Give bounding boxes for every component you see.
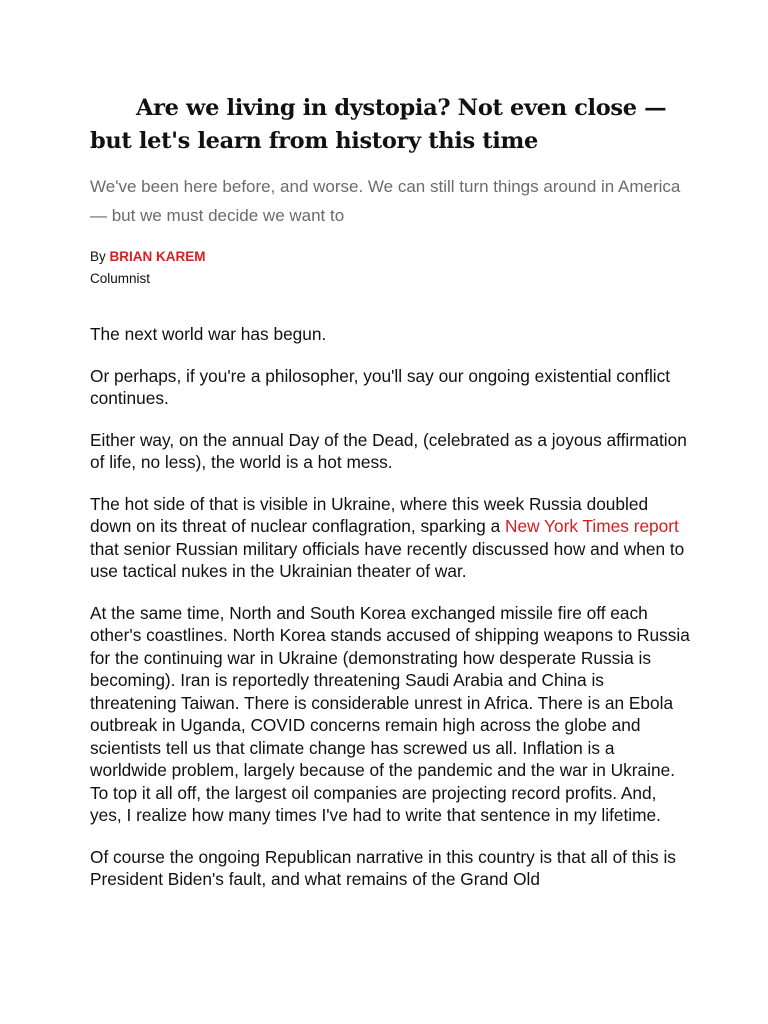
paragraph-5: At the same time, North and South Korea exchanged missile fire off each other's coastlines. North Korea stands accused of shipping weapons to Russia for the continuing war in Ukraine (demonstrating how desperate Russia is becoming). Iran is reportedly threatening Saudi Arabia and China is threatening Taiwan. There is considerable unrest in Africa. There is an Ebola outbreak in Uganda, COVID concerns remain high across the globe and scientists tell us that climate change has screwed us all. Inflation is a worldwide problem, largely because of the pandemic and the war in Ukraine. To top it all off, the largest oil companies are projecting record profits. And, yes, I realize how many times I've had to write that sentence in my lifetime. — [90, 602, 690, 825]
article — [90, 92, 690, 910]
paragraph-4 — [90, 493, 690, 583]
paragraph-4-text-b: that senior Russian military officials have recently discussed how and when to use tactical nukes in the Ukrainian theater of war. — [90, 538, 685, 581]
article-dek: We've been here before, and worse. We can still turn things around in America — but we must decide we want to — [90, 177, 681, 225]
author-role: Columnist — [90, 271, 151, 286]
paragraph-3: Either way, on the annual Day of the Dead, (celebrated as a joyous affirmation of life, no less), the world is a hot mess. — [90, 429, 687, 472]
article-body — [90, 323, 690, 891]
byline-prefix: By — [90, 249, 110, 264]
author-name[interactable]: BRIAN KAREM — [109, 249, 206, 264]
paragraph-6: Of course the ongoing Republican narrative in this country is that all of this is President Biden's fault, and what remains of the Grand Old — [90, 846, 676, 889]
paragraph-4-text-a: The hot side of that is visible in Ukraine, where this week Russia doubled down on its threat of nuclear conflagration, sparking a — [90, 493, 649, 536]
paragraph-1: The next world war has begun. — [90, 324, 327, 344]
paragraph-2: Or perhaps, if you're a philosopher, you'll say our ongoing existential conflict continues. — [90, 365, 671, 408]
nyt-report-link[interactable]: New York Times report — [505, 516, 679, 536]
byline — [90, 246, 690, 268]
article-headline: Are we living in dystopia? Not even close — but let's learn from history this time — [90, 95, 667, 154]
